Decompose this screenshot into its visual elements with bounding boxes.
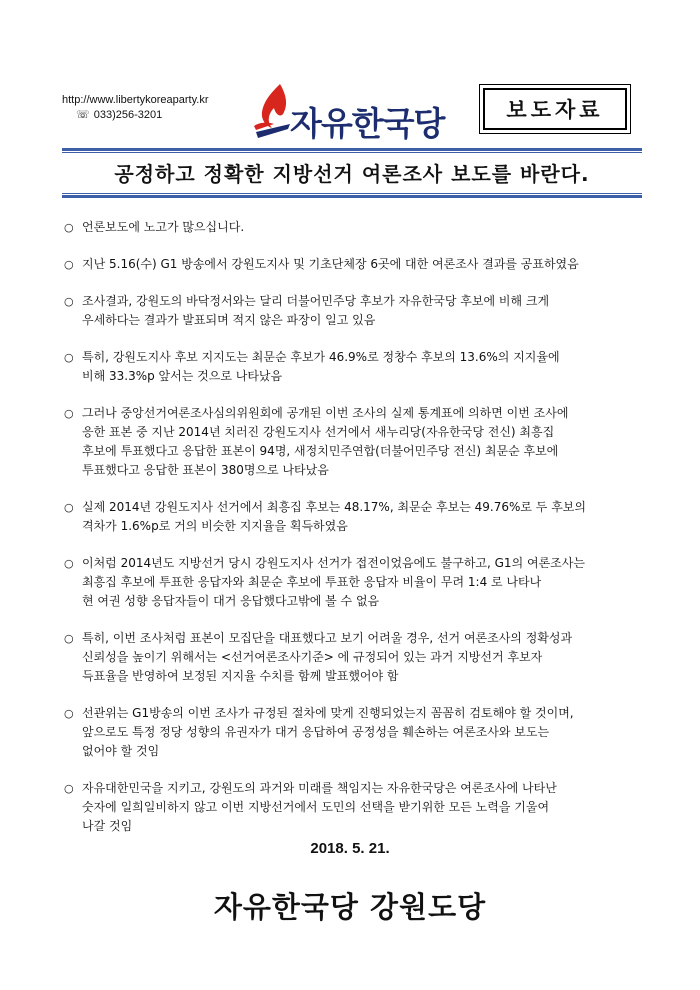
statement-item: [62, 554, 652, 611]
document-header: [0, 0, 700, 150]
bullet-circle-icon: ○: [64, 782, 74, 795]
statement-text: 특히, 이번 조사처럼 표본이 모집단을 대표했다고 보기 어려울 경우, 선거 여론조사의 정확성과 신뢰성을 높이기 위해서는 <선거여론조사기준> 에 규정되어 있는 과거 지방선거 후보자 득표율을 반영하여 보정된 지지율 수치를 함께 발표했어야 함: [82, 631, 573, 683]
statement-text: 조사결과, 강원도의 바닥정서와는 달리 더불어민주당 후보가 자유한국당 후보에 비해 크게 우세하다는 결과가 발표되며 적지 않은 파장이 일고 있음: [82, 294, 550, 327]
statement-item: [62, 779, 652, 836]
statement-item: [62, 404, 652, 480]
contact-info: [62, 93, 209, 123]
press-release-badge: [479, 84, 631, 134]
title-rule-top-thin: [62, 152, 642, 153]
statement-text: 언론보도에 노고가 많으십니다.: [82, 220, 245, 234]
telephone-icon: ☏: [76, 109, 90, 121]
bullet-circle-icon: ○: [64, 707, 74, 720]
statement-text: 실제 2014년 강원도지사 선거에서 최흥집 후보는 48.17%, 최문순 후보는 49.76%로 두 후보의 격차가 1.6%p로 거의 비슷한 지지율을 획득하였음: [82, 500, 586, 533]
statement-item: [62, 255, 652, 274]
statement-list: [62, 218, 652, 836]
press-release-label: 보도자료: [483, 88, 627, 130]
website-url: http://www.libertykoreaparty.kr: [62, 94, 209, 106]
bullet-circle-icon: ○: [64, 557, 74, 570]
statement-item: [62, 218, 652, 237]
statement-text: 지난 5.16(수) G1 방송에서 강원도지사 및 기초단체장 6곳에 대한 여론조사 결과를 공표하였음: [82, 257, 579, 271]
title-rule-top: [62, 148, 642, 151]
statement-text: 이처럼 2014년도 지방선거 당시 강원도지사 선거가 접전이었음에도 불구하고, G1의 여론조사는 최흥집 후보에 투표한 응답자와 최문순 후보에 투표한 응답자 비율이 무려 1:4 로 나타나 현 여권 성향 응답자들이 대거 응답했다고밖에 볼 수 없음: [82, 556, 585, 608]
statement-text: 그러나 중앙선거여론조사심의위원회에 공개된 이번 조사의 실제 통계표에 의하면 이번 조사에 응한 표본 중 지난 2014년 치러진 강원도지사 선거에서 새누리당(자유한국당 전신) 최흥집 후보에 투표했다고 응답한 표본이 94명, 새정치민주연합(더불어민주당 전신) 최문순 후보에 투표했다고 응답한 표본이 380명으로 나타났음: [82, 406, 569, 477]
statement-item: [62, 498, 652, 536]
statement-item: [62, 348, 652, 386]
release-date: 2018. 5. 21.: [310, 840, 390, 857]
document-title: 공정하고 정확한 지방선거 여론조사 보도를 바란다.: [114, 162, 590, 186]
statement-item: [62, 629, 652, 686]
party-logo: [250, 82, 450, 142]
title-rule-bottom: [62, 195, 642, 198]
bullet-circle-icon: ○: [64, 351, 74, 364]
bullet-circle-icon: ○: [64, 221, 74, 234]
title-rule-bottom-thin: [62, 193, 642, 194]
issuer-signature: 자유한국당 강원도당: [213, 890, 487, 924]
statement-text: 특히, 강원도지사 후보 지지도는 최문순 후보가 46.9%로 정창수 후보의 13.6%의 지지율에 비해 33.3%p 앞서는 것으로 나타났음: [82, 350, 560, 383]
bullet-circle-icon: ○: [64, 632, 74, 645]
phone-number-line: [62, 108, 209, 123]
statement-text: 선관위는 G1방송의 이번 조사가 규정된 절차에 맞게 진행되었는지 꼼꼼히 검토해야 할 것이며, 앞으로도 특정 정당 성향의 유권자가 대거 응답하여 공정성을 훼손하는 여론조사와 보도는 없어야 할 것임: [82, 706, 574, 758]
bullet-circle-icon: ○: [64, 295, 74, 308]
bullet-circle-icon: ○: [64, 501, 74, 514]
bullet-circle-icon: ○: [64, 258, 74, 271]
bullet-circle-icon: ○: [64, 407, 74, 420]
phone-number: 033)256-3201: [93, 109, 163, 121]
logo-wordmark: 자유한국당: [290, 104, 445, 143]
statement-item: [62, 292, 652, 330]
statement-item: [62, 704, 652, 761]
statement-text: 자유대한민국을 지키고, 강원도의 과거와 미래를 책임지는 자유한국당은 여론조사에 나타난 숫자에 일희일비하지 않고 이번 지방선거에서 도민의 선택을 받기위한 모든 노력을 기울여 나갈 것임: [82, 781, 557, 833]
